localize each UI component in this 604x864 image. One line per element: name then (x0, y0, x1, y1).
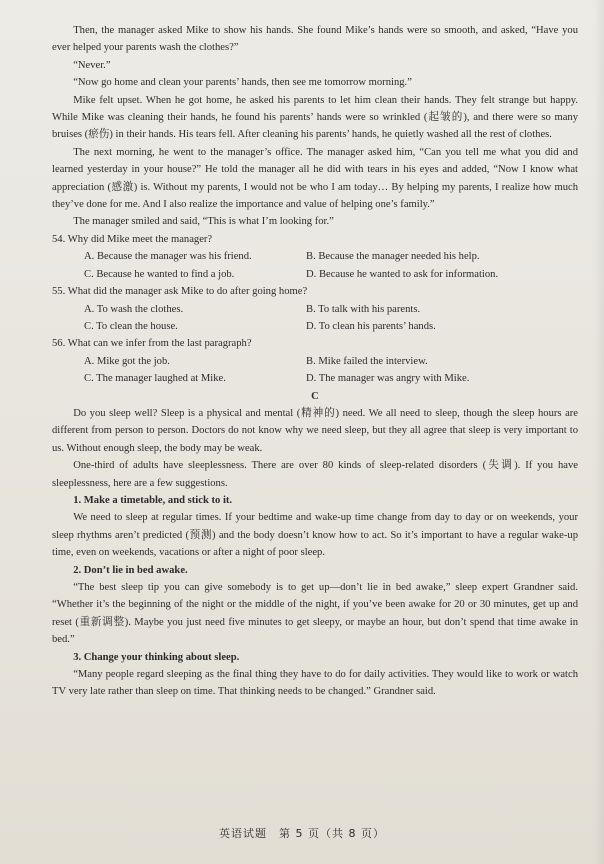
page-footer: 英语试题 第 5 页（共 8 页） (219, 826, 385, 840)
passage-c (52, 405, 578, 701)
option-d: D. Because he wanted to ask for information. (306, 268, 499, 280)
page-edge-shadow (594, 0, 604, 864)
question-56 (52, 335, 578, 387)
passage-b-continued (52, 22, 578, 231)
option-a: A. Mike got the job. (84, 355, 170, 367)
option-c: C. Because he wanted to find a job. (84, 268, 235, 280)
tip-heading: 1. Make a timetable, and stick to it. (73, 494, 233, 506)
paragraph: “The best sleep tip you can give somebody is to get up—don’t lie in bed awake,” sleep expert Grandner said. “Whether it’s the beginning of the night or the middle of the night, if you’ve been awake for 20 or 30 minutes, get up and reset (重新调整). Maybe you just need five minutes to get sleepy, or maybe an hour, but don’t spend that time awake in bed.” (52, 582, 578, 646)
answer-options (52, 353, 578, 388)
paragraph: We need to sleep at regular times. If your bedtime and wake-up time change from day to day or on weekends, your sleep rhythms aren’t predicted (预测) and the body doesn’t know how to act. So it’s important to have a regular wake-up time, even on weekends, vacations or after a night of poor sleep. (52, 512, 578, 559)
answer-options (52, 248, 578, 283)
option-a: A. To wash the clothes. (84, 303, 184, 315)
question-stem: 56. What can we infer from the last paragraph? (52, 338, 252, 350)
paragraph: One-third of adults have sleeplessness. There are over 80 kinds of sleep-related disorders (失调). If you have sleeplessness, here are a few suggestions. (52, 460, 578, 489)
option-b: B. Because the manager needed his help. (306, 251, 480, 263)
question-stem: 55. What did the manager ask Mike to do after going home? (52, 286, 308, 298)
option-d: D. To clean his parents’ hands. (306, 320, 436, 332)
paragraph: “Many people regard sleeping as the final thing they have to do for daily activities. They would like to work or watch TV very late rather than sleep on time. That thinking needs to be changed.” Grandner said. (52, 669, 578, 698)
section-c-label: C (311, 390, 319, 402)
option-c: C. To clean the house. (84, 320, 178, 332)
option-b: B. To talk with his parents. (306, 303, 421, 315)
paragraph: Then, the manager asked Mike to show his hands. She found Mike’s hands were so smooth, and asked, “Have you ever helped your parents wash the clothes?” (52, 25, 578, 54)
paragraph: The manager smiled and said, “This is what I’m looking for.” (73, 216, 334, 228)
tip-heading: 3. Change your thinking about sleep. (73, 651, 240, 663)
option-a: A. Because the manager was his friend. (84, 251, 252, 263)
paragraph: Do you sleep well? Sleep is a physical and mental (精神的) need. We all need to sleep, though the sleep hours are different from person to person. Doctors do not know why we need sleep, but they all agree that sleep is very important to us. Without enough sleep, the body may be weak. (52, 407, 578, 454)
paragraph: “Never.” (73, 59, 111, 71)
paragraph: The next morning, he went to the manager’s office. The manager asked him, “Can you tell me what you did and learned yesterday in your house?” He told the manager all he did with tears in his eyes and added, “Now I know what appreciation (感激) is. Without my parents, I would not be who I am today… By helping my parents, I realize how much they’ve done for me. And I also realize the importance and value of helping one’s family.” (52, 146, 578, 211)
question-55 (52, 283, 578, 335)
question-54 (52, 231, 578, 283)
answer-options (52, 301, 578, 336)
question-stem: 54. Why did Mike meet the manager? (52, 233, 213, 245)
option-b: B. Mike failed the interview. (306, 355, 428, 367)
option-c: C. The manager laughed at Mike. (84, 373, 226, 385)
paragraph: “Now go home and clean your parents’ hands, then see me tomorrow morning.” (73, 77, 412, 89)
option-d: D. The manager was angry with Mike. (306, 373, 470, 385)
tip-heading: 2. Don’t lie in bed awake. (73, 564, 188, 576)
paragraph: Mike felt upset. When he got home, he asked his parents to let him clean their hands. They felt strange but happy. While Mike was cleaning their hands, he found his parents’ hands were so wrinkled (起皱的), and there were so many bruises (瘀伤) in their hands. His tears fell. After cleaning his parents’ hands, he quietly washed all the rest of clothes. (52, 94, 578, 141)
